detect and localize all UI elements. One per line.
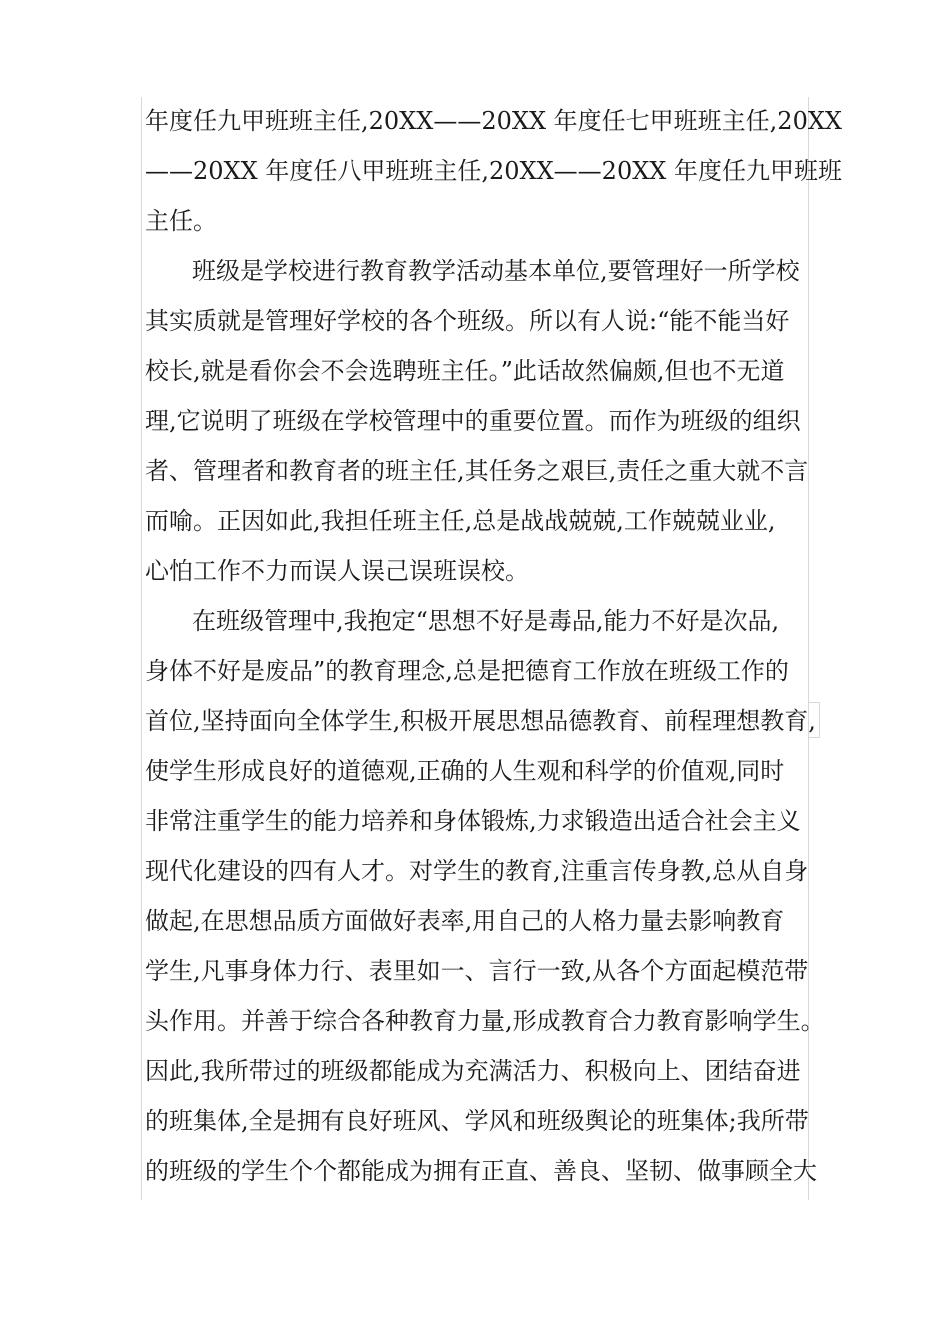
- text-line: 在班级管理中,我抱定“思想不好是毒品,能力不好是次品,: [192, 607, 780, 635]
- text-line: 年度任九甲班班主任,20XX——20XX 年度任七甲班班主任,20XX: [145, 107, 843, 135]
- text-line: 班级是学校进行教育教学活动基本单位,要管理好一所学校: [192, 257, 800, 285]
- text-line: 其实质就是管理好学校的各个班级。所以有人说:“能不能当好: [145, 307, 790, 335]
- text-line: 首位,坚持面向全体学生,积极开展思想品德教育、前程理想教育,: [145, 707, 816, 735]
- text-line: 身体不好是废品”的教育理念,总是把德育工作放在班级工作的: [145, 657, 789, 685]
- text-line: 做起,在思想品质方面做好表率,用自己的人格力量去影响教育: [145, 907, 785, 935]
- text-line: 心怕工作不力而误人误己误班误校。: [145, 557, 529, 585]
- text-line: 头作用。并善于综合各种教育力量,形成教育合力教育影响学生。: [145, 1007, 825, 1035]
- text-line: 校长,就是看你会不会选聘班主任。”此话故然偏颇,但也不无道: [145, 357, 785, 385]
- text-line: 的班级的学生个个都能成为拥有正直、善良、坚韧、做事顾全大: [145, 1157, 817, 1185]
- text-line: 的班集体,全是拥有良好班风、学风和班级舆论的班集体;我所带: [145, 1107, 809, 1135]
- text-line: 非常注重学生的能力培养和身体锻炼,力求锻造出适合社会主义: [145, 807, 801, 835]
- text-line: 理,它说明了班级在学校管理中的重要位置。而作为班级的组织: [145, 407, 801, 435]
- text-line: 现代化建设的四有人才。对学生的教育,注重言传身教,总从自身: [145, 857, 809, 885]
- text-line: 因此,我所带过的班级都能成为充满活力、积极向上、团结奋进: [145, 1057, 801, 1085]
- text-line: 使学生形成良好的道德观,正确的人生观和科学的价值观,同时: [145, 757, 785, 785]
- text-line: 而喻。正因如此,我担任班主任,总是战战兢兢,工作兢兢业业,: [145, 507, 776, 535]
- text-line: ——20XX 年度任八甲班班主任,20XX——20XX 年度任九甲班班: [145, 157, 843, 185]
- text-line: 学生,凡事身体力行、表里如一、言行一致,从各个方面起模范带: [145, 957, 809, 985]
- text-line: 者、管理者和教育者的班主任,其任务之艰巨,责任之重大就不言: [145, 457, 809, 485]
- text-line: 主任。: [145, 207, 217, 235]
- document-body: [145, 96, 843, 1196]
